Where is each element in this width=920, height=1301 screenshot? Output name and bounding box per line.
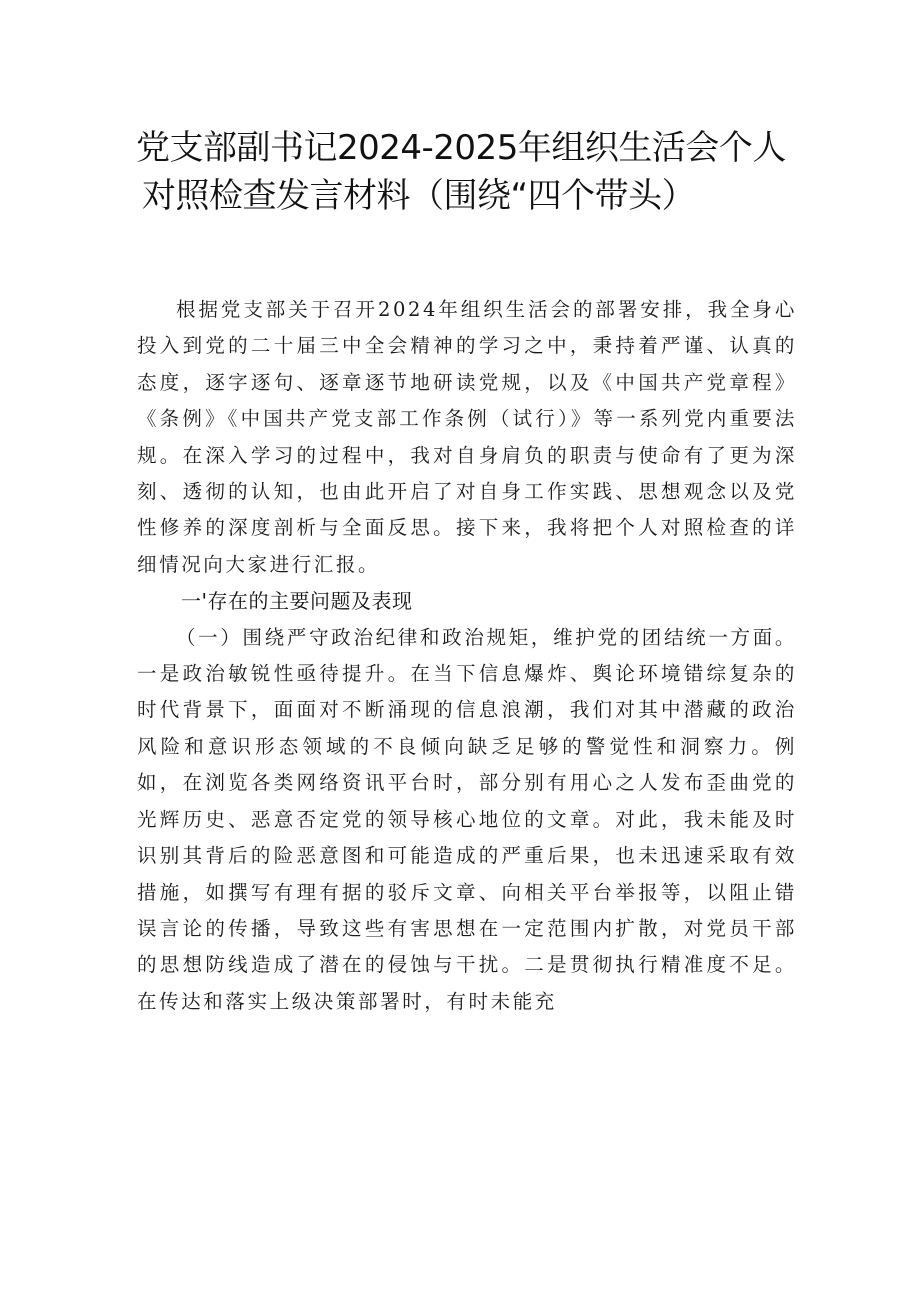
document-title [120, 124, 810, 220]
title-line-2: 对照检查发言材料（围绕“四个带头） [142, 176, 696, 216]
title-line-1: 党支部副书记2024-2025年组织生活会个人 [136, 128, 786, 168]
section-heading-problems: 一'存在的主要问题及表现 [181, 589, 413, 614]
intro-paragraph: 根据党支部关于召开2024年组织生活会的部署安排，我全身心投入到党的二十届三中全会精神的学习之中，秉持着严谨、认真的态度，逐字逐句、逐章逐节地研读党规，以及《中国共产党章程》《条例》《中国共产党支部工作条例（试行）》等一系列党内重要法规。在深入学习的过程中，我对自身肩负的职责与使命有了更为深刻、透彻的认知，也由此开启了对自身工作实践、思想观念以及党性修养的深度剖析与全面反思。接下来，我将把个人对照检查的详细情况向大家进行汇报。 [137, 298, 797, 576]
document-body [137, 292, 797, 1020]
section-paragraph-political-discipline: （一）围绕严守政治纪律和政治规矩，维护党的团结统一方面。一是政治敏锐性亟待提升。在当下信息爆炸、舆论环境错综复杂的时代背景下，面面对不断涌现的信息浪潮，我们对其中潜藏的政治风险和意识形态领域的不良倾向缺乏足够的警觉性和洞察力。例如，在浏览各类网络资讯平台时，部分别有用心之人发布歪曲党的光辉历史、恶意否定党的领导核心地位的文章。对此，我未能及时识别其背后的险恶意图和可能造成的严重后果，也未迅速采取有效措施，如撰写有理有据的驳斥文章、向相关平台举报等，以阻止错误言论的传播，导致这些有害思想在一定范围内扩散，对党员干部的思想防线造成了潜在的侵蚀与干扰。二是贯彻执行精准度不足。在传达和落实上级决策部署时，有时未能充 [137, 625, 797, 1013]
